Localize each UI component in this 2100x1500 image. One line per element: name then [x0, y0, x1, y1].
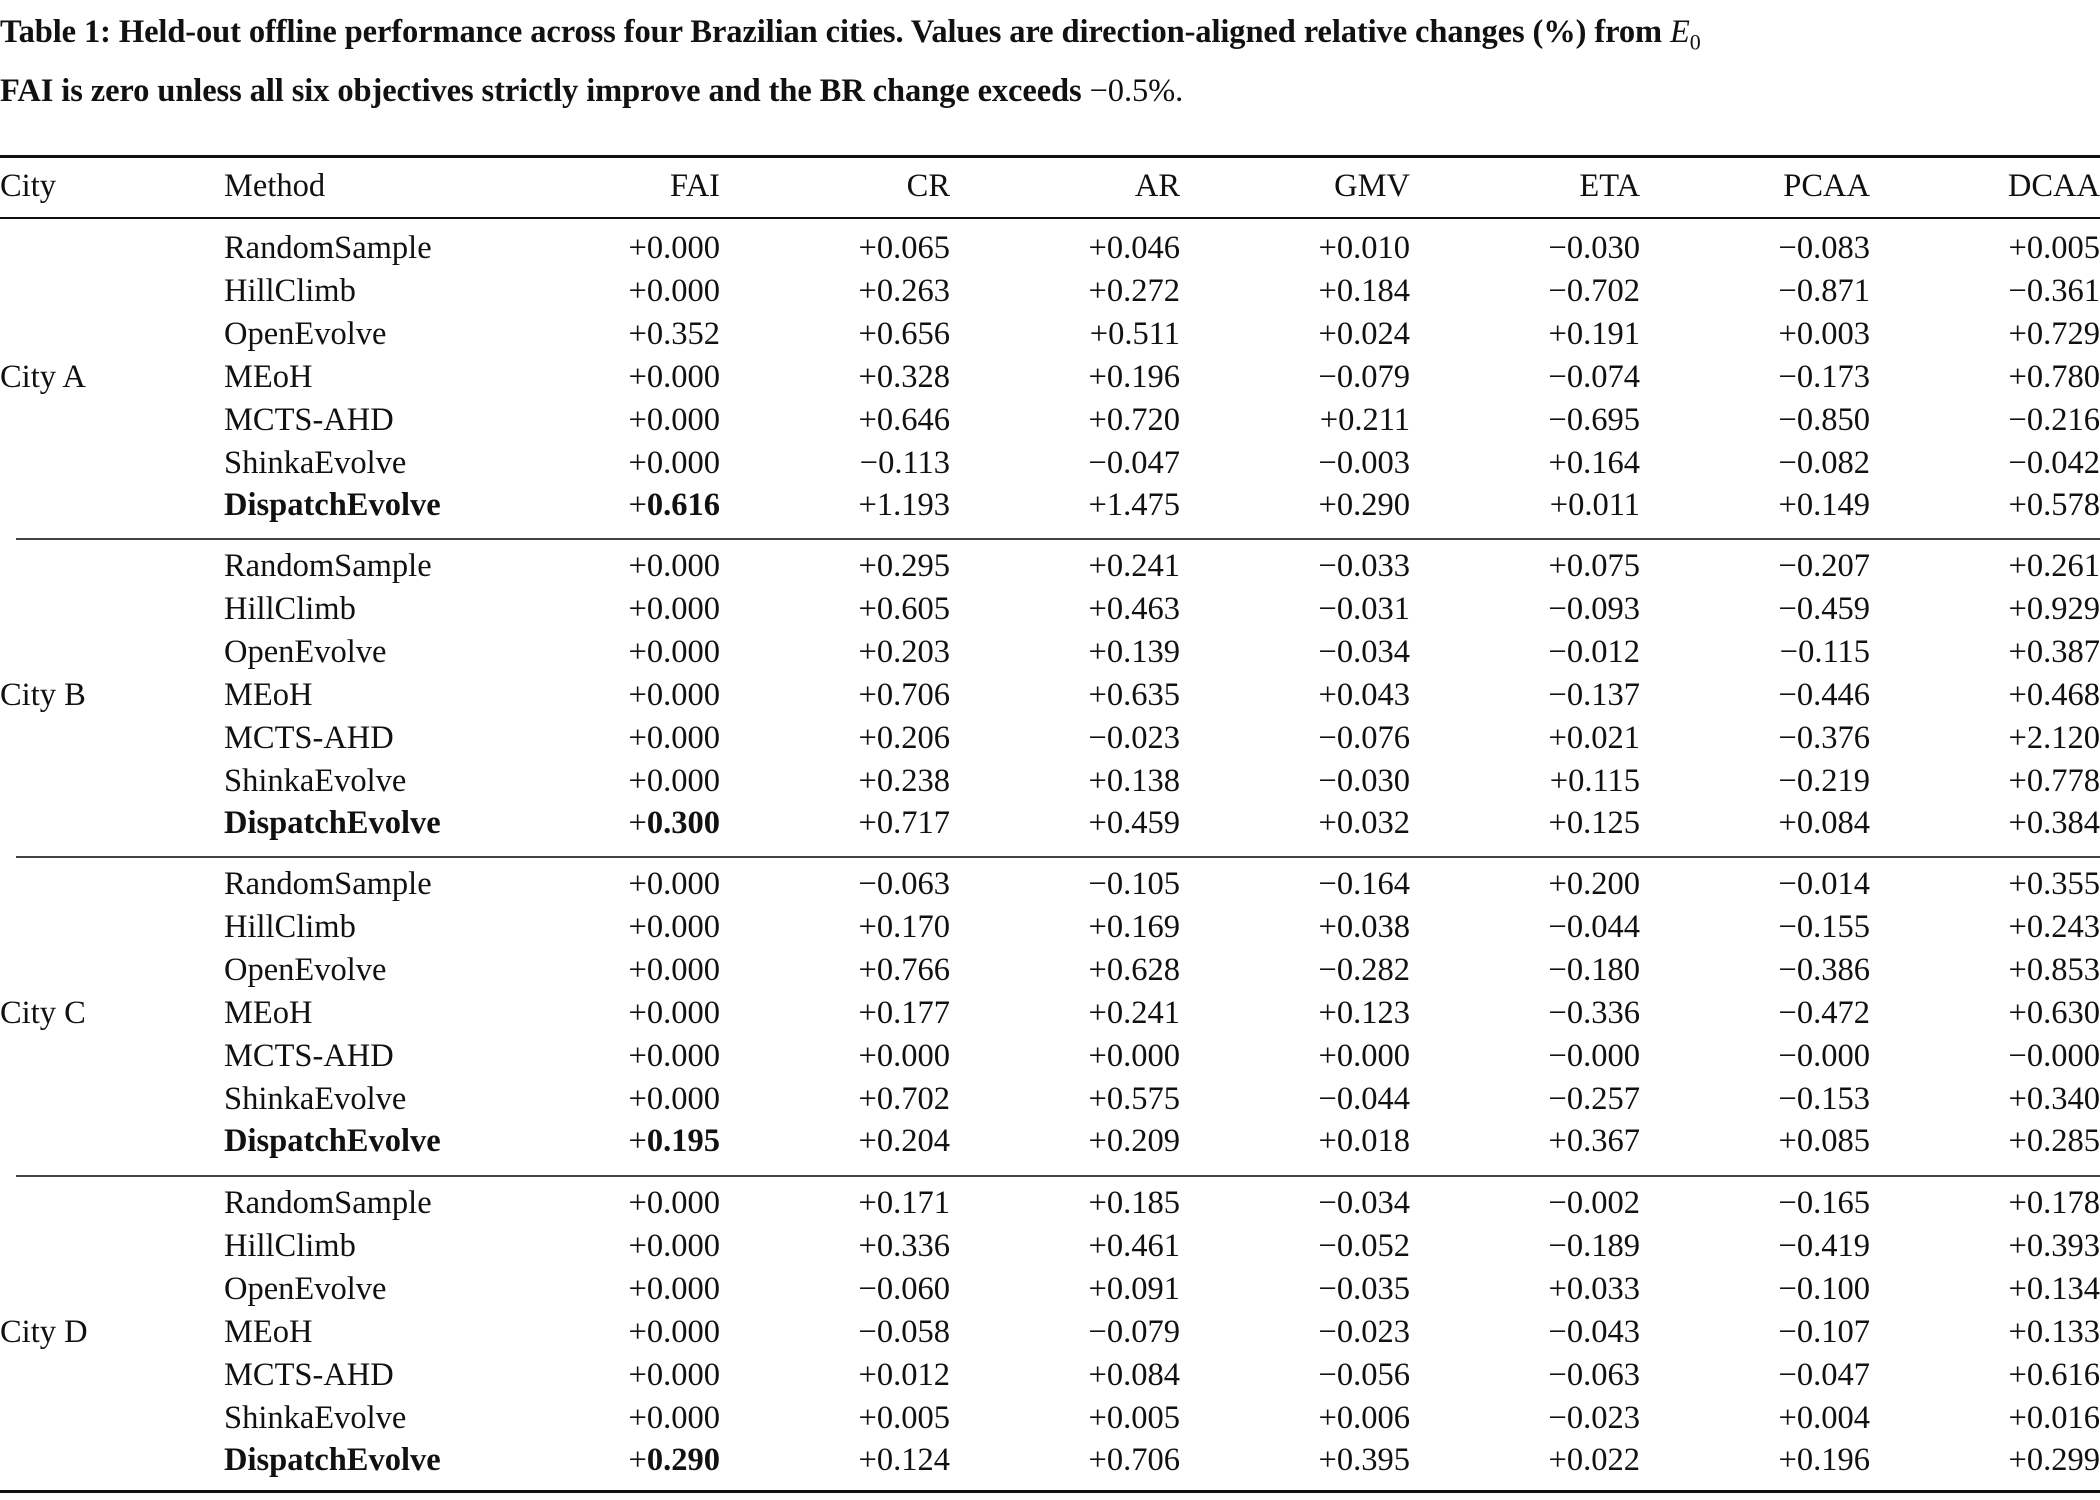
value-dcaa: +0.261 [2008, 548, 2100, 584]
value-pcaa: −0.871 [1778, 272, 1870, 309]
value-pcaa: −0.207 [1778, 548, 1870, 584]
value-fai: +0.000 [628, 951, 720, 988]
value-eta: +0.022 [1548, 1442, 1640, 1479]
value-cr: +0.171 [858, 1185, 950, 1221]
caption-math-subscript: 0 [1689, 29, 1701, 55]
value-cr: +0.717 [858, 805, 950, 842]
value-eta: +0.115 [1549, 762, 1640, 799]
value-dcaa: +0.134 [2008, 1270, 2100, 1307]
value-dcaa: +0.299 [2008, 1442, 2100, 1479]
value-pcaa: −0.153 [1778, 1080, 1870, 1117]
value-pcaa: +0.196 [1778, 1442, 1870, 1479]
value-dcaa: +0.578 [2008, 487, 2100, 524]
value-pcaa: −0.155 [1778, 908, 1870, 945]
value-eta: −0.093 [1548, 590, 1640, 627]
value-cr: +0.336 [858, 1227, 950, 1264]
value-dcaa: +0.393 [2008, 1227, 2100, 1264]
value-ar: +0.459 [1088, 805, 1180, 842]
value-pcaa: −0.000 [1778, 1037, 1870, 1074]
value-eta: −0.043 [1548, 1313, 1640, 1350]
value-dcaa: +0.729 [2008, 315, 2100, 352]
value-gmv: −0.079 [1318, 358, 1410, 395]
group-divider [16, 856, 2100, 858]
value-dcaa: +0.778 [2008, 762, 2100, 799]
caption-threshold: −0.5%. [1089, 72, 1184, 109]
value-pcaa: +0.004 [1778, 1399, 1870, 1436]
value-gmv: +0.395 [1318, 1442, 1410, 1479]
value-ar: +0.185 [1088, 1185, 1180, 1221]
value-gmv: +0.024 [1318, 315, 1410, 352]
value-gmv: −0.030 [1318, 762, 1410, 799]
method-name: OpenEvolve [224, 315, 387, 352]
value-sign: + [628, 805, 647, 842]
value-ar: +0.241 [1088, 994, 1180, 1031]
method-name: RandomSample [224, 548, 432, 584]
value-ar: +0.511 [1089, 315, 1180, 352]
value-ar: +0.138 [1088, 762, 1180, 799]
value-pcaa: +0.003 [1778, 315, 1870, 352]
value-cr: +0.005 [858, 1399, 950, 1436]
method-name: MEoH [224, 676, 313, 713]
value-gmv: +0.006 [1318, 1399, 1410, 1436]
value-cr: −0.058 [858, 1313, 950, 1350]
value-cr: +0.706 [858, 676, 950, 713]
value-fai: +0.000 [628, 1227, 720, 1264]
value-magnitude: 0.195 [646, 1123, 720, 1160]
value-gmv: −0.031 [1318, 590, 1410, 627]
value-fai: +0.000 [628, 590, 720, 627]
caption-line-1-text: Table 1: Held-out offline performance across four Brazilian cities. Values are direction-aligned relative changes (%) from [0, 14, 1671, 50]
value-fai: +0.000 [628, 1356, 720, 1393]
value-cr: +0.206 [858, 719, 950, 756]
value-sign: + [628, 487, 647, 524]
value-fai: +0.000 [628, 994, 720, 1031]
value-pcaa: −0.082 [1778, 444, 1870, 481]
city-label: City B [0, 676, 86, 713]
method-name: ShinkaEvolve [224, 1080, 407, 1117]
value-gmv: −0.076 [1318, 719, 1410, 756]
value-dcaa: −0.000 [2008, 1037, 2100, 1074]
value-eta: +0.200 [1548, 866, 1640, 902]
caption-line-1 [0, 8, 2100, 67]
value-sign: + [628, 1123, 647, 1160]
method-name: OpenEvolve [224, 1270, 387, 1307]
value-gmv: −0.023 [1318, 1313, 1410, 1350]
method-name: DispatchEvolve [224, 1123, 441, 1160]
value-fai: +0.000 [628, 1270, 720, 1307]
value-cr: +0.766 [858, 951, 950, 988]
value-gmv: −0.164 [1318, 866, 1410, 902]
column-header-dcaa: DCAA [2007, 168, 2100, 204]
method-name: HillClimb [224, 1227, 356, 1264]
value-cr: −0.113 [859, 444, 950, 481]
method-name: OpenEvolve [224, 951, 387, 988]
value-cr: +0.000 [858, 1037, 950, 1074]
method-name: MCTS-AHD [224, 719, 394, 756]
value-ar: +0.209 [1088, 1123, 1180, 1160]
value-pcaa: −0.107 [1778, 1313, 1870, 1350]
method-name: DispatchEvolve [224, 1442, 441, 1479]
value-magnitude: 0.616 [646, 487, 720, 524]
group-divider [16, 538, 2100, 540]
value-eta: +0.367 [1548, 1123, 1640, 1160]
value-eta: +0.125 [1548, 805, 1640, 842]
value-dcaa: +0.384 [2008, 805, 2100, 842]
value-fai: +0.000 [628, 676, 720, 713]
value-gmv: +0.018 [1318, 1123, 1410, 1160]
value-cr: +0.065 [858, 230, 950, 266]
value-cr: +0.646 [858, 401, 950, 438]
method-name: DispatchEvolve [224, 487, 441, 524]
column-header-fai: FAI [670, 168, 720, 204]
value-fai-best [520, 1121, 720, 1161]
value-eta: −0.000 [1548, 1037, 1640, 1074]
value-cr: +0.204 [858, 1123, 950, 1160]
value-cr: +0.263 [858, 272, 950, 309]
value-dcaa: +0.780 [2008, 358, 2100, 395]
method-name: ShinkaEvolve [224, 1399, 407, 1436]
value-ar: +0.046 [1088, 230, 1180, 266]
value-magnitude: 0.290 [646, 1442, 720, 1479]
value-cr: +0.295 [858, 548, 950, 584]
value-eta: −0.002 [1548, 1185, 1640, 1221]
value-fai: +0.000 [628, 1080, 720, 1117]
value-dcaa: +0.340 [2008, 1080, 2100, 1117]
value-magnitude: 0.300 [646, 805, 720, 842]
value-pcaa: −0.115 [1779, 633, 1870, 670]
method-name: HillClimb [224, 908, 356, 945]
city-label: City D [0, 1313, 88, 1350]
value-cr: +0.124 [858, 1442, 950, 1479]
value-gmv: +0.032 [1318, 805, 1410, 842]
value-fai: +0.000 [628, 272, 720, 309]
value-fai-best [520, 803, 720, 843]
value-gmv: −0.034 [1318, 1185, 1410, 1221]
value-ar: +0.084 [1088, 1356, 1180, 1393]
value-ar: +0.241 [1088, 548, 1180, 584]
value-pcaa: −0.014 [1778, 866, 1870, 902]
method-name: MCTS-AHD [224, 401, 394, 438]
value-pcaa: −0.850 [1778, 401, 1870, 438]
value-gmv: −0.034 [1318, 633, 1410, 670]
value-eta: +0.191 [1548, 315, 1640, 352]
value-pcaa: −0.419 [1778, 1227, 1870, 1264]
method-name: MEoH [224, 358, 313, 395]
value-ar: +0.272 [1088, 272, 1180, 309]
method-name: ShinkaEvolve [224, 444, 407, 481]
value-ar: +0.005 [1088, 1399, 1180, 1436]
value-cr: +0.203 [858, 633, 950, 670]
value-eta: −0.257 [1548, 1080, 1640, 1117]
method-name: MCTS-AHD [224, 1037, 394, 1074]
method-name: MCTS-AHD [224, 1356, 394, 1393]
value-fai-best [520, 1440, 720, 1480]
value-eta: −0.012 [1548, 633, 1640, 670]
column-header-method: Method [224, 168, 326, 204]
value-ar: +0.000 [1088, 1037, 1180, 1074]
value-cr: +0.012 [858, 1356, 950, 1393]
value-pcaa: +0.149 [1778, 487, 1870, 524]
value-dcaa: +0.853 [2008, 951, 2100, 988]
value-pcaa: −0.100 [1778, 1270, 1870, 1307]
value-eta: −0.695 [1548, 401, 1640, 438]
value-dcaa: +0.630 [2008, 994, 2100, 1031]
method-name: RandomSample [224, 1185, 432, 1221]
value-dcaa: +0.133 [2008, 1313, 2100, 1350]
value-eta: −0.063 [1548, 1356, 1640, 1393]
value-ar: +0.706 [1088, 1442, 1180, 1479]
value-fai: +0.000 [628, 1313, 720, 1350]
value-eta: −0.074 [1548, 358, 1640, 395]
table-caption [0, 8, 2100, 115]
value-cr: +0.605 [858, 590, 950, 627]
method-name: DispatchEvolve [224, 805, 441, 842]
value-ar: +0.635 [1088, 676, 1180, 713]
city-label: City C [0, 994, 86, 1031]
value-gmv: +0.184 [1318, 272, 1410, 309]
value-gmv: +0.123 [1318, 994, 1410, 1031]
value-cr: −0.060 [858, 1270, 950, 1307]
value-pcaa: −0.083 [1778, 230, 1870, 266]
value-pcaa: +0.085 [1778, 1123, 1870, 1160]
value-ar: +0.628 [1088, 951, 1180, 988]
value-eta: −0.044 [1548, 908, 1640, 945]
value-cr: +0.177 [858, 994, 950, 1031]
value-dcaa: +2.120 [2008, 719, 2100, 756]
value-cr: +0.328 [858, 358, 950, 395]
value-eta: −0.030 [1548, 230, 1640, 266]
value-gmv: −0.052 [1318, 1227, 1410, 1264]
value-pcaa: −0.446 [1778, 676, 1870, 713]
value-ar: +0.091 [1088, 1270, 1180, 1307]
value-pcaa: −0.047 [1778, 1356, 1870, 1393]
value-pcaa: +0.084 [1778, 805, 1870, 842]
value-fai: +0.000 [628, 866, 720, 902]
value-eta: +0.075 [1548, 548, 1640, 584]
value-gmv: +0.290 [1318, 487, 1410, 524]
value-gmv: −0.033 [1318, 548, 1410, 584]
method-name: MEoH [224, 1313, 313, 1350]
header-rule [0, 217, 2100, 219]
value-ar: −0.047 [1088, 444, 1180, 481]
value-dcaa: +0.929 [2008, 590, 2100, 627]
value-eta: +0.164 [1548, 444, 1640, 481]
value-sign: + [628, 1442, 647, 1479]
value-fai: +0.000 [628, 401, 720, 438]
caption-line-2-text: FAI is zero unless all six objectives strictly improve and the BR change exceeds [0, 72, 1090, 109]
value-dcaa: +0.616 [2008, 1356, 2100, 1393]
value-ar: −0.105 [1088, 866, 1180, 902]
value-fai: +0.000 [628, 230, 720, 266]
value-ar: +0.575 [1088, 1080, 1180, 1117]
value-eta: +0.011 [1549, 487, 1640, 524]
value-ar: +0.139 [1088, 633, 1180, 670]
value-fai: +0.352 [628, 315, 720, 352]
value-ar: +1.475 [1088, 487, 1180, 524]
value-fai: +0.000 [628, 1037, 720, 1074]
value-pcaa: −0.459 [1778, 590, 1870, 627]
value-eta: −0.189 [1548, 1227, 1640, 1264]
method-name: MEoH [224, 994, 313, 1031]
value-gmv: +0.000 [1318, 1037, 1410, 1074]
value-eta: −0.023 [1548, 1399, 1640, 1436]
top-rule [0, 155, 2100, 158]
value-ar: +0.169 [1088, 908, 1180, 945]
value-dcaa: −0.042 [2008, 444, 2100, 481]
value-gmv: −0.044 [1318, 1080, 1410, 1117]
value-eta: −0.180 [1548, 951, 1640, 988]
value-fai: +0.000 [628, 908, 720, 945]
value-eta: −0.137 [1548, 676, 1640, 713]
value-eta: −0.702 [1548, 272, 1640, 309]
value-fai: +0.000 [628, 358, 720, 395]
value-cr: +0.238 [858, 762, 950, 799]
value-ar: +0.196 [1088, 358, 1180, 395]
value-gmv: −0.282 [1318, 951, 1410, 988]
value-dcaa: −0.216 [2008, 401, 2100, 438]
value-fai: +0.000 [628, 548, 720, 584]
column-header-ar: AR [1134, 168, 1180, 204]
value-fai: +0.000 [628, 719, 720, 756]
column-header-city: City [0, 168, 56, 204]
value-dcaa: +0.016 [2008, 1399, 2100, 1436]
value-eta: +0.033 [1548, 1270, 1640, 1307]
value-cr: −0.063 [858, 866, 950, 902]
value-dcaa: +0.355 [2008, 866, 2100, 902]
value-ar: −0.079 [1088, 1313, 1180, 1350]
column-header-gmv: GMV [1334, 168, 1410, 204]
value-ar: +0.720 [1088, 401, 1180, 438]
value-cr: +0.702 [858, 1080, 950, 1117]
value-dcaa: +0.468 [2008, 676, 2100, 713]
method-name: HillClimb [224, 590, 356, 627]
group-divider [16, 1175, 2100, 1177]
value-ar: −0.023 [1088, 719, 1180, 756]
value-ar: +0.461 [1088, 1227, 1180, 1264]
method-name: OpenEvolve [224, 633, 387, 670]
column-header-eta: ETA [1579, 168, 1640, 204]
value-gmv: +0.010 [1318, 230, 1410, 266]
value-dcaa: +0.243 [2008, 908, 2100, 945]
method-name: RandomSample [224, 230, 432, 266]
method-name: ShinkaEvolve [224, 762, 407, 799]
value-pcaa: −0.376 [1778, 719, 1870, 756]
caption-line-2 [0, 67, 2100, 115]
value-cr: +1.193 [858, 487, 950, 524]
value-gmv: +0.043 [1318, 676, 1410, 713]
caption-math-e0 [1670, 14, 1701, 55]
value-dcaa: −0.361 [2008, 272, 2100, 309]
bottom-rule [0, 1490, 2100, 1493]
value-dcaa: +0.285 [2008, 1123, 2100, 1160]
value-pcaa: −0.472 [1778, 994, 1870, 1031]
value-eta: −0.336 [1548, 994, 1640, 1031]
column-header-cr: CR [906, 168, 950, 204]
method-name: HillClimb [224, 272, 356, 309]
value-cr: +0.656 [858, 315, 950, 352]
value-cr: +0.170 [858, 908, 950, 945]
value-fai: +0.000 [628, 633, 720, 670]
value-eta: +0.021 [1548, 719, 1640, 756]
value-fai: +0.000 [628, 444, 720, 481]
value-dcaa: +0.387 [2008, 633, 2100, 670]
value-gmv: −0.035 [1318, 1270, 1410, 1307]
value-fai: +0.000 [628, 1399, 720, 1436]
value-fai: +0.000 [628, 762, 720, 799]
column-header-pcaa: PCAA [1783, 168, 1870, 204]
value-ar: +0.463 [1088, 590, 1180, 627]
value-pcaa: −0.165 [1778, 1185, 1870, 1221]
caption-math-symbol: E [1670, 14, 1690, 50]
value-gmv: +0.211 [1319, 401, 1410, 438]
value-pcaa: −0.173 [1778, 358, 1870, 395]
value-gmv: −0.056 [1318, 1356, 1410, 1393]
value-pcaa: −0.219 [1778, 762, 1870, 799]
value-fai-best [520, 485, 720, 525]
value-gmv: +0.038 [1318, 908, 1410, 945]
value-gmv: −0.003 [1318, 444, 1410, 481]
value-dcaa: +0.178 [2008, 1185, 2100, 1221]
value-pcaa: −0.386 [1778, 951, 1870, 988]
value-fai: +0.000 [628, 1185, 720, 1221]
city-label: City A [0, 358, 86, 395]
value-dcaa: +0.005 [2008, 230, 2100, 266]
method-name: RandomSample [224, 866, 432, 902]
